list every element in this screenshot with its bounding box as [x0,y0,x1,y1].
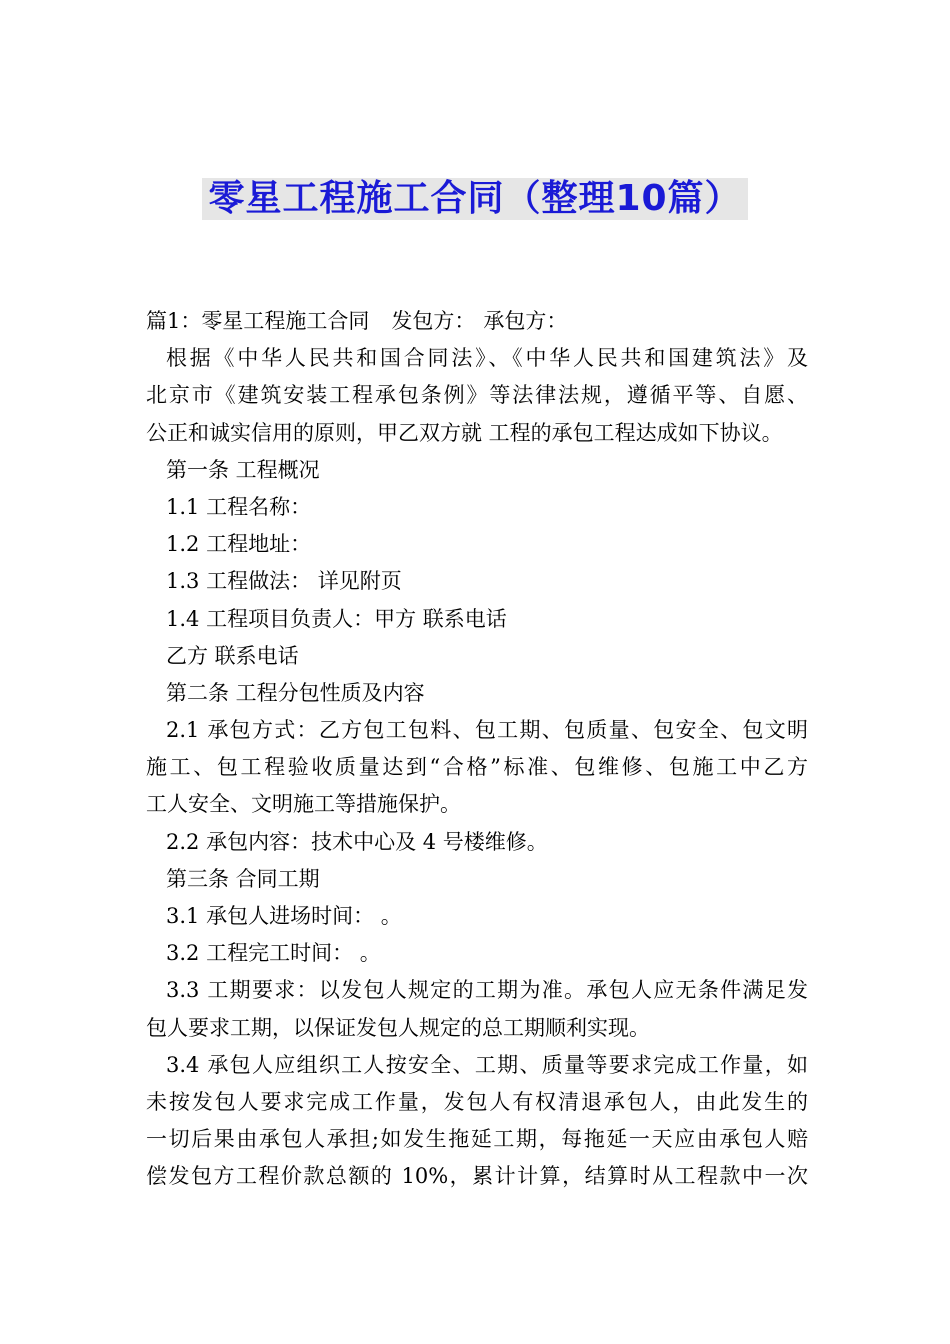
article-heading: 第一条 工程概况 [166,457,320,482]
clause-line: 工人安全、文明施工等措施保护。 [146,792,461,817]
clause-line: 1.3 工程做法： 详见附页 [166,569,402,594]
clause-line: 3.2 工程完工时间： 。 [166,941,381,966]
chapter-header-line [146,303,808,340]
title-container [0,178,950,220]
article-heading: 第二条 工程分包性质及内容 [166,680,425,705]
article-heading: 第三条 合同工期 [166,866,320,891]
party-a-label: 发包方： [391,309,476,333]
clause-line: 施工、包工程验收质量达到“合格”标准、包维修、包施工中乙方 [146,755,808,780]
clause-line: 1.1 工程名称： [166,494,312,519]
clause-line: 一切后果由承包人承担;如发生拖延工期，每拖延一天应由承包人赔 [146,1127,808,1152]
document-body [146,303,808,1196]
paragraph-line: 根据《中华人民共和国合同法》、《中华人民共和国建筑法》及 [166,346,808,371]
paragraph-line: 公正和诚实信用的原则，甲乙双方就 工程的承包工程达成如下协议。 [146,420,783,445]
clause-line: 未按发包人要求完成工作量，发包人有权清退承包人，由此发生的 [146,1089,808,1114]
paragraph-line: 北京市《建筑安装工程承包条例》等法律法规，遵循平等、自愿、 [146,383,808,408]
clause-line: 2.1 承包方式：乙方包工包料、包工期、包质量、包安全、包文明 [166,718,808,743]
clause-line: 2.2 承包内容：技术中心及 4 号楼维修。 [166,829,548,854]
chapter-heading: 篇1：零星工程施工合同 [146,309,370,333]
document-title: 零星工程施工合同（整理10篇） [202,178,747,220]
clause-line: 1.4 工程项目负责人：甲方 联系电话 [166,606,507,631]
clause-line: 3.3 工期要求：以发包人规定的工期为准。承包人应无条件满足发 [166,978,808,1003]
clause-line: 包人要求工期，以保证发包人规定的总工期顺利实现。 [146,1015,650,1040]
clause-line: 乙方 联系电话 [166,643,299,668]
clause-line: 偿发包方工程价款总额的 10%，累计计算，结算时从工程款中一次 [146,1164,808,1189]
clause-line: 1.2 工程地址： [166,532,312,557]
party-b-label: 承包方： [483,309,568,333]
clause-line: 3.4 承包人应组织工人按安全、工期、质量等要求完成工作量，如 [166,1052,808,1077]
clause-line: 3.1 承包人进场时间： 。 [166,904,402,928]
